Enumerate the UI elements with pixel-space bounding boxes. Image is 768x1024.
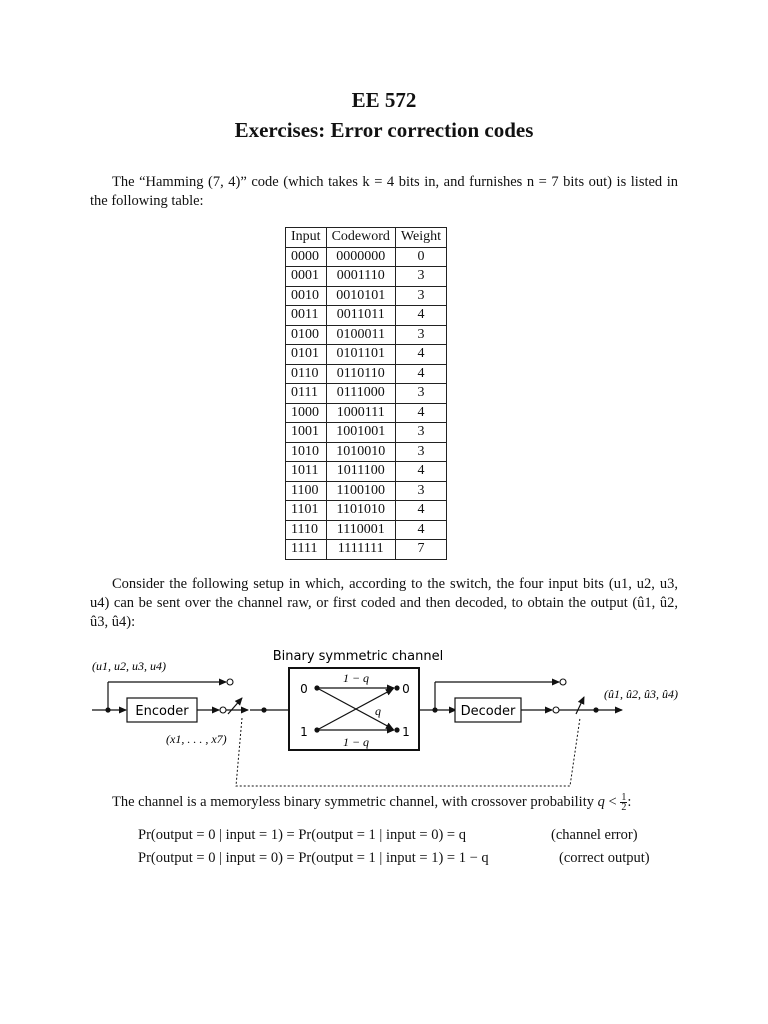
cell-input: 1111 bbox=[286, 540, 327, 560]
cell-input: 0011 bbox=[286, 306, 327, 326]
table-row bbox=[286, 501, 447, 521]
cell-input: 1011 bbox=[286, 462, 327, 482]
channel-title: Binary symmetric channel bbox=[272, 649, 444, 664]
cell-input: 0101 bbox=[286, 345, 327, 365]
table-row bbox=[286, 345, 447, 365]
column-header-input: Input bbox=[286, 228, 327, 248]
table-header-row bbox=[286, 228, 447, 248]
output-one-node bbox=[394, 727, 399, 732]
cell-codeword: 0101101 bbox=[326, 345, 395, 365]
table-row bbox=[286, 306, 447, 326]
channel-lt: < bbox=[608, 793, 617, 810]
table-row bbox=[286, 286, 447, 306]
input-bits-label: (u1, u2, u3, u4) bbox=[92, 659, 166, 673]
cell-codeword: 0110110 bbox=[326, 364, 395, 384]
cell-weight: 4 bbox=[395, 306, 446, 326]
table-row bbox=[286, 520, 447, 540]
cell-input: 1001 bbox=[286, 423, 327, 443]
table-row bbox=[286, 384, 447, 404]
table-row bbox=[286, 267, 447, 287]
cell-codeword: 0100011 bbox=[326, 325, 395, 345]
cell-codeword: 1100100 bbox=[326, 481, 395, 501]
cell-weight: 3 bbox=[395, 481, 446, 501]
output-node bbox=[593, 707, 598, 712]
cell-input: 0001 bbox=[286, 267, 327, 287]
hamming-code-table bbox=[285, 227, 447, 560]
cell-weight: 3 bbox=[395, 286, 446, 306]
output-bits-label: (û1, û2, û3, û4) bbox=[604, 687, 678, 701]
correct-prob-bottom: 1 − q bbox=[342, 735, 370, 749]
cell-codeword: 1001001 bbox=[326, 423, 395, 443]
cell-codeword: 0111000 bbox=[326, 384, 395, 404]
table-body bbox=[286, 247, 447, 559]
cell-weight: 3 bbox=[395, 442, 446, 462]
table-row bbox=[286, 403, 447, 423]
cell-codeword: 1000111 bbox=[326, 403, 395, 423]
raw-switch-contact bbox=[560, 679, 566, 685]
cell-codeword: 1111111 bbox=[326, 540, 395, 560]
crossover-prob: q bbox=[375, 704, 381, 718]
document-title: Exercises: Error correction codes bbox=[234, 118, 534, 142]
channel-text: The channel is a memoryless binary symmetric channel, with crossover probability bbox=[112, 793, 594, 810]
fraction-numerator: 1 bbox=[621, 792, 627, 803]
output-zero-node bbox=[394, 685, 399, 690]
table-row bbox=[286, 540, 447, 560]
course-title: EE 572 bbox=[351, 88, 417, 112]
cell-weight: 4 bbox=[395, 364, 446, 384]
output-switch-lever bbox=[576, 697, 584, 714]
cell-codeword: 0010101 bbox=[326, 286, 395, 306]
output-zero-label: 0 bbox=[402, 682, 410, 696]
table-row bbox=[286, 364, 447, 384]
input-zero-label: 0 bbox=[300, 682, 308, 696]
equation-channel-error: Pr(output = 0 | input = 1) = Pr(output = 1 | input = 0) = q bbox=[138, 827, 466, 843]
channel-diagram bbox=[0, 640, 768, 790]
output-one-label: 1 bbox=[402, 725, 410, 739]
column-header-weight: Weight bbox=[395, 228, 446, 248]
cell-codeword: 1110001 bbox=[326, 520, 395, 540]
channel-q: q bbox=[597, 793, 605, 810]
cell-weight: 3 bbox=[395, 325, 446, 345]
cell-input: 0100 bbox=[286, 325, 327, 345]
channel-description bbox=[112, 793, 631, 812]
table-row bbox=[286, 481, 447, 501]
cell-codeword: 1010010 bbox=[326, 442, 395, 462]
cell-input: 1010 bbox=[286, 442, 327, 462]
cell-codeword: 1011100 bbox=[326, 462, 395, 482]
cell-input: 1100 bbox=[286, 481, 327, 501]
note-channel-error: (channel error) bbox=[551, 827, 638, 843]
setup-paragraph: Consider the following setup in which, according to the switch, the four input bits (u1, u2, u3, u4) can be sent over the channel raw, or first coded and then decoded, to obtain the output (û1, û2, û3, û4): bbox=[90, 576, 678, 630]
codeword-bits-label: (x1, . . . , x7) bbox=[166, 732, 227, 746]
cell-input: 0000 bbox=[286, 247, 327, 267]
cell-input: 1000 bbox=[286, 403, 327, 423]
input-one-label: 1 bbox=[300, 725, 308, 739]
cell-input: 0010 bbox=[286, 286, 327, 306]
table-row bbox=[286, 325, 447, 345]
cell-input: 1110 bbox=[286, 520, 327, 540]
decoder-switch-contact bbox=[553, 707, 559, 713]
table-row bbox=[286, 247, 447, 267]
cell-weight: 4 bbox=[395, 462, 446, 482]
cell-weight: 3 bbox=[395, 267, 446, 287]
cell-weight: 0 bbox=[395, 247, 446, 267]
cell-weight: 7 bbox=[395, 540, 446, 560]
cell-codeword: 1101010 bbox=[326, 501, 395, 521]
table-row bbox=[286, 423, 447, 443]
cell-weight: 3 bbox=[395, 384, 446, 404]
correct-prob-top: 1 − q bbox=[342, 671, 370, 685]
bypass-switch-contact bbox=[227, 679, 233, 685]
cell-input: 1101 bbox=[286, 501, 327, 521]
encoder-switch-contact bbox=[220, 707, 226, 713]
input-switch-lever bbox=[228, 698, 242, 714]
cell-input: 0110 bbox=[286, 364, 327, 384]
cell-weight: 4 bbox=[395, 345, 446, 365]
cell-weight: 3 bbox=[395, 423, 446, 443]
cell-weight: 4 bbox=[395, 520, 446, 540]
cell-weight: 4 bbox=[395, 403, 446, 423]
column-header-codeword: Codeword bbox=[326, 228, 395, 248]
cell-weight: 4 bbox=[395, 501, 446, 521]
intro-paragraph: The “Hamming (7, 4)” code (which takes k = 4 bits in, and furnishes n = 7 bits out) is listed in the following table: bbox=[90, 174, 678, 209]
table-row bbox=[286, 442, 447, 462]
cell-codeword: 0001110 bbox=[326, 267, 395, 287]
cell-input: 0111 bbox=[286, 384, 327, 404]
cell-codeword: 0000000 bbox=[326, 247, 395, 267]
decoder-label: Decoder bbox=[460, 704, 516, 719]
channel-colon: : bbox=[627, 793, 632, 810]
encoder-label: Encoder bbox=[135, 704, 189, 719]
equation-correct-output: Pr(output = 0 | input = 0) = Pr(output = 1 | input = 1) = 1 − q bbox=[138, 850, 489, 866]
fraction-denominator: 2 bbox=[621, 802, 627, 813]
note-correct-output: (correct output) bbox=[559, 850, 650, 866]
cell-codeword: 0011011 bbox=[326, 306, 395, 326]
table-row bbox=[286, 462, 447, 482]
